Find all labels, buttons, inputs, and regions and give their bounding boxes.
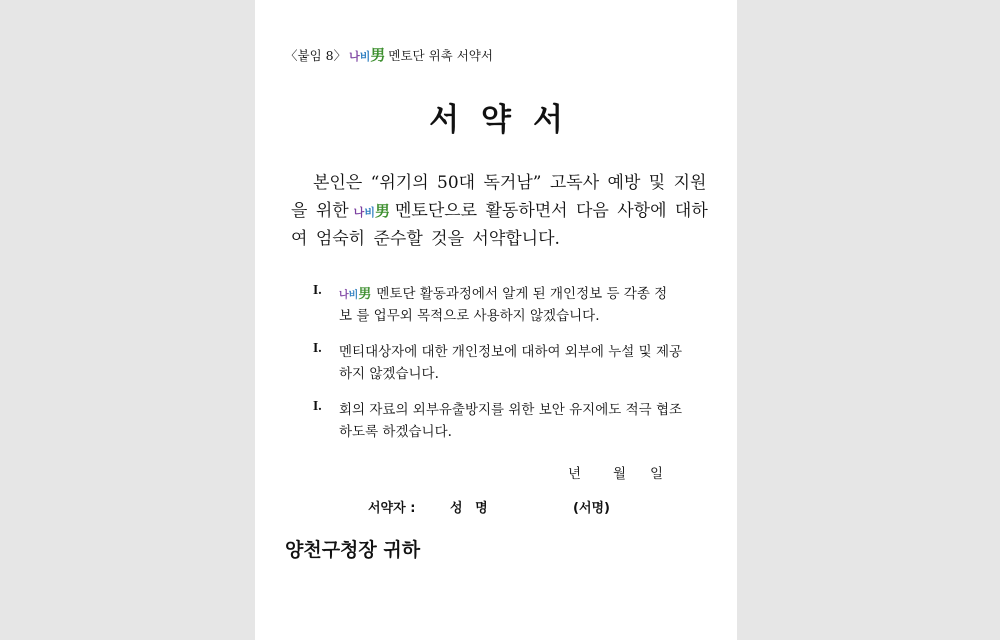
item-2-line-2: 하지 않겠습니다. (339, 366, 439, 382)
intro-line-2 (291, 196, 708, 221)
logo-char-1: 나 (349, 50, 360, 63)
closing-addressee: 양천구청장 귀하 (285, 539, 421, 561)
logo-char-1: 나 (339, 290, 349, 301)
intro-line-2-before: 을 위한 (291, 201, 349, 221)
item-marker: I. (313, 340, 322, 355)
document-page (255, 0, 737, 640)
date-day: 일 (650, 466, 664, 482)
nabinam-logo-inline (354, 200, 390, 221)
logo-char-3: 男 (370, 46, 386, 64)
item-marker: I. (313, 282, 322, 297)
intro-line-1: 본인은 “위기의 50대 독거남” 고독사 예방 및 지원 (313, 173, 707, 193)
nabinam-logo-item (339, 283, 371, 302)
signature-seal: (서명) (573, 501, 610, 516)
intro-line-2-after: 멘토단으로 활동하면서 다음 사항에 대하 (394, 201, 708, 221)
item-1-text-1: 멘토단 활동과정에서 알게 된 개인정보 등 각종 정 (376, 286, 668, 302)
attachment-header (285, 44, 493, 65)
attachment-prefix: 〈붙임 8〉 (285, 48, 347, 63)
nabinam-logo (349, 44, 385, 65)
logo-char-2: 비 (364, 206, 375, 219)
item-marker: I. (313, 398, 322, 413)
date-year: 년 (568, 466, 582, 482)
intro-line-3: 여 엄숙히 준수할 것을 서약합니다. (291, 229, 560, 249)
attachment-suffix: 멘토단 위촉 서약서 (388, 48, 493, 63)
date-month: 월 (613, 466, 627, 482)
logo-char-2: 비 (359, 50, 371, 63)
item-1-line-2: 보 를 업무외 목적으로 사용하지 않겠습니다. (339, 308, 600, 324)
logo-char-1: 나 (353, 206, 365, 219)
item-3-line-2: 하도록 하겠습니다. (339, 424, 452, 440)
logo-char-3: 男 (374, 202, 390, 220)
signer-label: 서약자 : (368, 501, 416, 516)
item-2-line-1: 멘티대상자에 대한 개인정보에 대하여 외부에 누설 및 제공 (339, 344, 683, 360)
logo-char-3: 男 (358, 287, 372, 302)
item-3-line-1: 회의 자료의 외부유출방지를 위한 보안 유지에도 적극 협조 (339, 402, 683, 418)
item-1-line-1 (339, 282, 667, 302)
signer-name-label: 성 명 (450, 501, 488, 516)
logo-char-2: 비 (348, 290, 359, 301)
document-title: 서약서 (429, 102, 585, 138)
